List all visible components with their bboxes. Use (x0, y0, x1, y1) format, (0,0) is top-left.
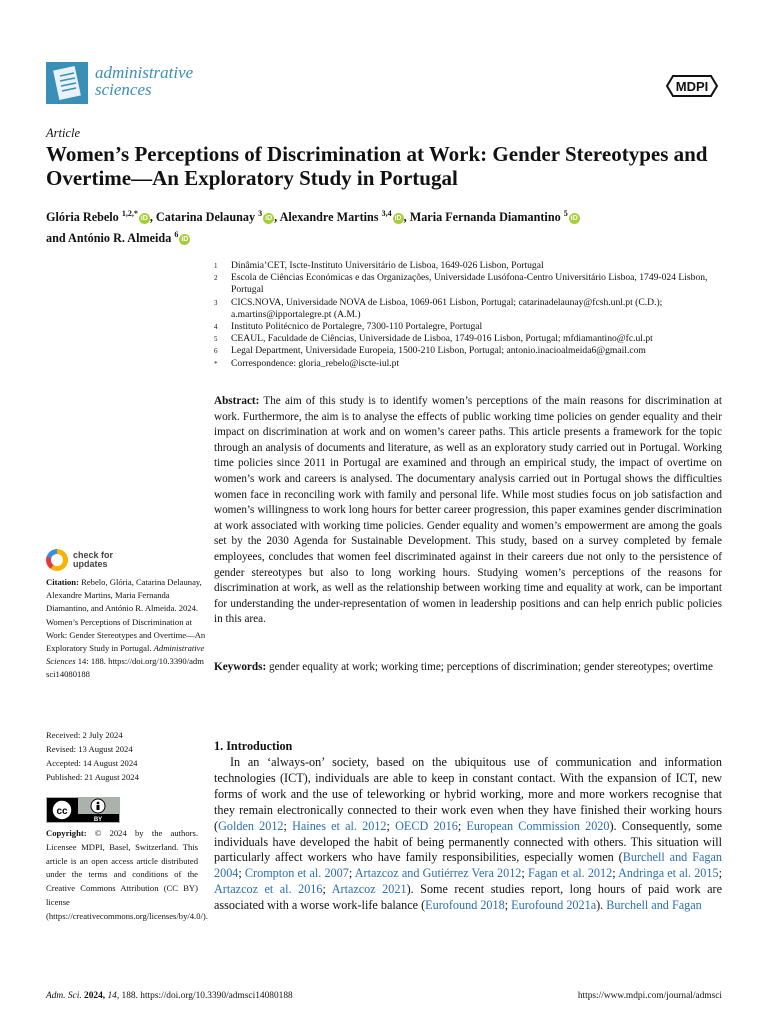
author-name: António R. Almeida (68, 231, 172, 245)
abstract (214, 394, 722, 628)
affiliation-num: 5 (214, 335, 218, 344)
intro-text: ). Some recent studies report, long hours of paid work are associated with a worse work-life balance ( (214, 882, 722, 913)
author-affil-sup: 1,2,* (121, 209, 138, 218)
affiliation-text: Instituto Politécnico de Portalegre, 7300-110 Portalegre, Portugal (231, 321, 483, 333)
section-heading-introduction: 1. Introduction (214, 739, 293, 753)
paper-title: Women’s Perceptions of Discrimination at Work: Gender Stereotypes and Overtime—An Exploratory Study in Portugal (46, 142, 708, 190)
affiliation-text: CEAUL, Faculdade de Ciências, Universidade de Lisboa, 1749-016 Lisbon, Portugal; mfdiamantino@fc.ul.pt (231, 333, 653, 345)
check-updates-icon (46, 549, 68, 571)
author-name: Glória Rebelo (46, 210, 119, 224)
cc-badge-text: cc (56, 806, 68, 817)
citation-link[interactable]: Haines et al. 2012 (292, 818, 387, 833)
author-join: and (46, 231, 66, 245)
author-affil-sup: 3,4 (381, 209, 392, 218)
affiliation-num: 6 (214, 347, 218, 356)
affiliation-text: CICS.NOVA, Universidade NOVA de Lisboa, 1069-061 Lisbon, Portugal; catarinadelaunay@fcsh.unl.pt (C.D.); a.martins@ipportalegre.pt (A.M.) (231, 296, 663, 320)
author-name: Maria Fernanda Diamantino (409, 210, 561, 224)
check-for-updates-button[interactable] (46, 549, 146, 571)
journal-name (95, 64, 193, 98)
by-badge-text: BY (93, 817, 103, 823)
affiliation-item (214, 260, 734, 272)
citation-link[interactable]: Crompton et al. 2007 (244, 866, 349, 881)
citation-doi-link[interactable]: https://doi.org/10.3390/admsci14080188 (46, 656, 204, 680)
check-updates-label (73, 551, 113, 569)
author-affil-sup: 6 (174, 230, 179, 239)
intro-text: In an ‘always-on’ society, based on the ubiquitous use of communication and information technologies (ICT), individuals are able to keep in constant contact. With the expansion of ICT, new forms of work and the use of teleworking or hybrid working, more and more workers recognise that they remain electronically connected to their work even when they have finished their working hours ( (214, 755, 722, 833)
citation-link[interactable]: Artazcoz and Gutiérrez Vera 2012 (354, 866, 522, 881)
citation-link[interactable]: Burchell and Fagan (606, 898, 702, 913)
journal-logo-icon (46, 62, 88, 104)
citation-link[interactable]: Burchell and Fagan 2004 (214, 850, 722, 881)
citation-link[interactable]: Andringa et al. 2015 (618, 866, 719, 881)
citation-article: 188. (90, 656, 106, 667)
footer-doi[interactable]: 188. https://doi.org/10.3390/admsci14080188 (121, 991, 293, 1001)
affiliation-item (214, 297, 734, 321)
mdpi-logo (665, 73, 719, 99)
keywords-text: gender equality at work; working time; perceptions of discrimination; gender stereotypes; overtime (269, 661, 713, 673)
date-revised: Revised: 13 August 2024 (46, 744, 133, 754)
introduction-paragraph: In an ‘always-on’ society, based on the ubiquitous use of communication and information technologies (ICT), individuals are able to keep in constant contact. With the expansion of ICT, new forms of work and the use of teleworking or hybrid working, more and more workers recognise that they remain electronically connected to their work even when they have finished their working hours (Golden 2012; Haines et al. 2012; OECD 2016; European Commission 2020). Consequently, some individuals have developed the habit of being permanently connected with others. This situation will particularly affect workers who have family responsibilities, especially women (Burchell and Fagan 2004; Crompton et al. 2007; Artazcoz and Gutiérrez Vera 2012; Fagan et al. 2012; Andringa et al. 2015; Artazcoz et al. 2016; Artazcoz 2021). Some recent studies report, long hours of paid work are associated with a worse work-life balance (Eurofound 2018; Eurofound 2021a). Burchell and Fagan (214, 755, 722, 913)
author-list: Glória Rebelo $^{1,2,*}$iD , Catarina Delaunay $^3$iD , Alexandre Martins $^{3,4}$iD , Maria Fernanda Diamantino $^5$iD and António R. Almeida $^6$iD (46, 209, 578, 245)
mdpi-logo-text: MDPI (675, 79, 709, 94)
affiliation-list (214, 260, 734, 370)
affiliation-num: 2 (214, 274, 218, 283)
footer-journal-abbr: Adm. Sci. (46, 991, 82, 1001)
citation-label: Citation: (46, 577, 79, 587)
citation-link[interactable]: Eurofound 2018 (425, 898, 505, 913)
keywords-label: Keywords: (214, 661, 267, 673)
copyright-text: © 2024 by the authors. Licensee MDPI, Basel, Switzerland. This article is an open access article distributed under the terms and conditions of the Creative Commons Attribution (CC BY) license (https://creativecommons.org/licenses/by/4.0/). (46, 828, 208, 921)
citation-link[interactable]: Fagan et al. 2012 (527, 866, 613, 881)
citation-link[interactable]: Artazcoz et al. 2016 (214, 882, 323, 897)
correspondence-text[interactable]: Correspondence: gloria_rebelo@iscte-iul.pt (231, 357, 400, 369)
date-published: Published: 21 August 2024 (46, 772, 139, 782)
footer-year: 2024, (84, 991, 106, 1001)
author-affil-sup: 3 (258, 209, 263, 218)
article-type: Article (46, 126, 81, 140)
affiliation-text: Escola de Ciências Económicas e das Organizações, Universidade Lusófona-Centro Universitário Lisboa, 1749-024 Lisbon, Portugal (231, 272, 708, 296)
affiliation-text: Dinâmia’CET, Iscte-Instituto Universitário de Lisboa, 1649-026 Lisbon, Portugal (231, 260, 544, 271)
author-affil-sup: 5 (563, 209, 568, 218)
publication-dates (46, 728, 206, 784)
intro-text: ). (596, 898, 607, 913)
orcid-icon[interactable]: iD (265, 215, 273, 222)
check-updates-line1: check for (73, 550, 114, 560)
abstract-label: Abstract: (214, 395, 260, 407)
journal-name-line1: administrative (95, 63, 194, 82)
affiliation-num: 4 (214, 323, 218, 332)
copyright-label: Copyright: (46, 828, 87, 838)
date-received: Received: 2 July 2024 (46, 730, 123, 740)
author-name: Catarina Delaunay (155, 210, 256, 224)
affiliation-text: Legal Department, Universidade Europeia, 1500-210 Lisbon, Portugal; antonio.inacioalmeida6@gmail.com (231, 345, 646, 357)
correspondence (214, 358, 734, 370)
affiliation-item (214, 272, 734, 296)
abstract-text: The aim of this study is to identify women’s perceptions of the main reasons for discrimination at work. Furthermore, the aim is to analyse the effects of public working time policies on gender equality and their impact on discrimination at work and on women’s career paths. This article presents a framework for the topic through an analysis of documents and literature, as well as an exploratory study carried out in Portugal. Working time policies since 2011 in Portugal are examined and through an empirical study, the impact of overtime on women’s work and careers is analysed. The documentary analysis carried out in Portugal shows the difficulties women face in reconciling work with family and personal life. While most studies focus on job satisfaction and women’s willingness to work long hours for better career progression, this paper examines gender discrimination at work associated with working time policies. Gender equality and women’s empowerment are among the goals set by the 2030 Agenda for Sustainable Development. This study, based on a survey completed by female employees, concludes that women feel discriminated against in their careers due not only to the persistence of gender stereotypes but also to long working hours. Studying women’s perceptions of the reasons for discrimination at work, as well as the relationship between working time and equality at work, can be important for understanding the under-representation of women in leadership positions and can help enrich public policies in this area. (214, 395, 722, 626)
citation-link[interactable]: Golden 2012 (218, 818, 284, 833)
journal-name-line2: sciences (95, 80, 152, 99)
affiliation-item (214, 345, 734, 357)
affiliation-num: 3 (214, 298, 218, 307)
affiliation-num: 1 (214, 262, 218, 270)
citation-link[interactable]: Eurofound 2021a (511, 898, 597, 913)
author-name: Alexandre Martins (279, 210, 379, 224)
orcid-icon[interactable]: iD (181, 236, 189, 243)
citation-volume: 14: (77, 656, 89, 667)
keywords (214, 660, 722, 676)
affiliation-item (214, 333, 734, 345)
citation-block (46, 576, 206, 682)
date-accepted: Accepted: 14 August 2024 (46, 758, 138, 768)
cc-by-license-icon[interactable] (46, 797, 120, 823)
footer-journal-url[interactable]: https://www.mdpi.com/journal/admsci (577, 991, 722, 1001)
citation-text: Rebelo, Glória, Catarina Delaunay, Alexandre Martins, Maria Fernanda Diamantino, and António R. Almeida. 2024. Women’s Perceptions of Discrimination at Work: Gender Stereotypes and Overtime—An Exploratory Study in Portugal. (46, 577, 206, 654)
copyright-block (46, 827, 208, 924)
footer-citation (46, 991, 293, 1001)
orcid-icon[interactable]: iD (394, 215, 402, 222)
citation-link[interactable]: Artazcoz 2021 (331, 882, 407, 897)
intro-text: ). Consequently, some individuals have developed the habit of being permanently connected with others. This situation will particularly affect workers who have family responsibilities, especially women ( (214, 818, 722, 865)
orcid-icon[interactable]: iD (140, 215, 148, 222)
citation-journal: Administrative Sciences (46, 643, 205, 667)
check-updates-line2: updates (73, 559, 108, 569)
affiliation-num: * (214, 359, 218, 368)
citation-link[interactable]: OECD 2016 (395, 818, 458, 833)
citation-link[interactable]: European Commission 2020 (466, 818, 610, 833)
affiliation-item (214, 321, 734, 333)
orcid-icon[interactable]: iD (570, 215, 578, 222)
footer-volume: 14, (107, 991, 120, 1001)
